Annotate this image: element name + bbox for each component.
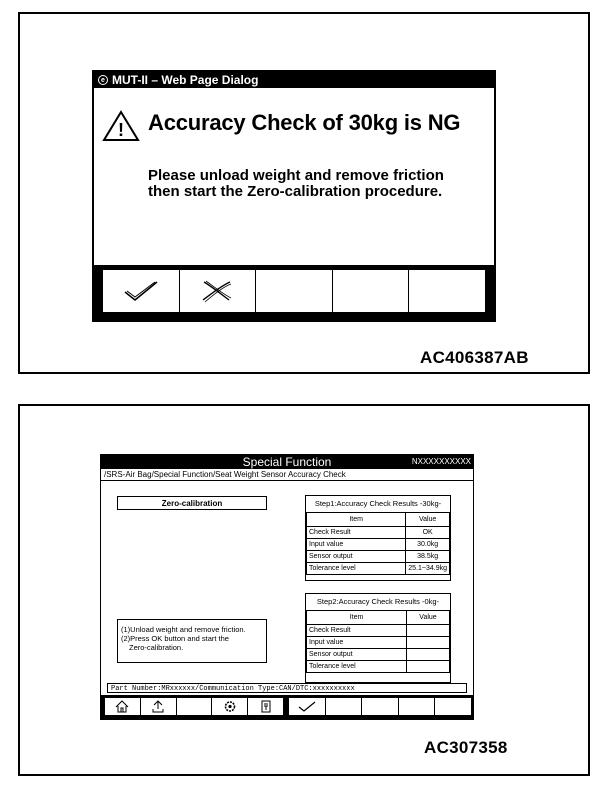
step1-header-value: Value: [406, 513, 450, 527]
step2-header-item: Item: [307, 611, 407, 625]
web-page-dialog: [92, 70, 496, 322]
settings-button[interactable]: [212, 698, 248, 715]
zero-calibration-label: Zero-calibration: [117, 496, 267, 510]
table-row: [307, 563, 450, 575]
step2-item: Sensor output: [307, 649, 407, 661]
special-function-screen: [100, 454, 474, 720]
dialog-button-bar: [94, 265, 494, 320]
step2-value: [407, 661, 450, 673]
cancel-button[interactable]: [180, 270, 257, 312]
step1-item: Tolerance level: [307, 563, 406, 575]
step1-item: Input value: [307, 539, 406, 551]
ie-logo-icon: e: [98, 75, 108, 85]
instruction-line: (1)Unload weight and remove friction.: [121, 625, 246, 634]
instruction-line: (2)Press OK button and start the: [121, 634, 229, 643]
step1-item: Sensor output: [307, 551, 406, 563]
table-row: [307, 637, 450, 649]
empty-key-right-4[interactable]: [399, 698, 436, 715]
table-row: [307, 551, 450, 563]
step2-header-value: Value: [407, 611, 450, 625]
empty-key-right-3[interactable]: [362, 698, 399, 715]
step1-value: 30.0kg: [406, 539, 450, 551]
step1-value: OK: [406, 527, 450, 539]
table-row: [307, 649, 450, 661]
step2-item: Input value: [307, 637, 407, 649]
left-key-group: [105, 698, 283, 715]
ok-key[interactable]: [289, 698, 326, 715]
step1-header-item: Item: [307, 513, 406, 527]
dialog-heading: Accuracy Check of 30kg is NG: [148, 110, 461, 135]
step2-item: Tolerance level: [307, 661, 407, 673]
cross-icon: [199, 278, 235, 304]
step2-value: [407, 649, 450, 661]
step1-value: 25.1~34.9kg: [406, 563, 450, 575]
step1-results-box: [305, 495, 451, 581]
dialog-title: MUT-II – Web Page Dialog: [112, 73, 259, 87]
empty-key-right-2[interactable]: [326, 698, 363, 715]
step1-item: Check Result: [307, 527, 406, 539]
right-key-group: [289, 698, 471, 715]
screen-title: Special Function: [242, 455, 332, 469]
breadcrumb: /SRS-Air Bag/Special Function/Seat Weight Sensor Accuracy Check: [101, 469, 473, 481]
figure-panel-2: [18, 404, 590, 776]
back-button[interactable]: [141, 698, 177, 715]
dialog-message: [148, 168, 444, 200]
empty-key-right-5[interactable]: [435, 698, 471, 715]
svg-text:!: !: [118, 120, 124, 140]
step2-table: [306, 610, 450, 673]
instruction-line: Zero-calibration.: [129, 643, 184, 652]
warning-icon: [102, 110, 140, 142]
print-icon: [260, 700, 272, 713]
step1-title: Step1:Accuracy Check Results -30kg-: [314, 499, 442, 508]
check-icon: [298, 701, 316, 712]
dialog-titlebar: [94, 72, 494, 88]
print-button[interactable]: [248, 698, 283, 715]
table-row: [307, 527, 450, 539]
figure-panel-1: [18, 12, 590, 374]
empty-button-3[interactable]: [256, 270, 333, 312]
settings-icon: [223, 700, 237, 713]
figure-label-1: AC406387AB: [420, 348, 529, 367]
step1-value: 38.5kg: [406, 551, 450, 563]
screen-code: NXXXXXXXXXX: [411, 457, 471, 466]
check-icon: [121, 279, 161, 303]
step1-table: [306, 512, 450, 575]
instructions-box: [117, 619, 267, 663]
figure-label-2: AC307358: [424, 738, 508, 757]
step2-item: Check Result: [307, 625, 407, 637]
back-icon: [151, 700, 165, 713]
step2-title: Step2:Accuracy Check Results -0kg-: [316, 597, 440, 606]
home-button[interactable]: [105, 698, 141, 715]
function-key-bar: [101, 695, 473, 719]
empty-key-left-3[interactable]: [177, 698, 213, 715]
empty-button-5[interactable]: [409, 270, 485, 312]
part-number-status: Part Number:MRxxxxxx/Communication Type:CAN/DTC:xxxxxxxxxx: [107, 683, 467, 693]
table-row: [307, 539, 450, 551]
step2-results-box: [305, 593, 451, 683]
empty-button-4[interactable]: [333, 270, 410, 312]
home-icon: [115, 700, 129, 713]
table-row: [307, 661, 450, 673]
ok-button[interactable]: [103, 270, 180, 312]
table-row: [307, 625, 450, 637]
dialog-message-line-1: Please unload weight and remove friction: [148, 167, 444, 184]
screen-titlebar: [101, 455, 473, 469]
step2-value: [407, 637, 450, 649]
step2-value: [407, 625, 450, 637]
dialog-message-line-2: then start the Zero-calibration procedure.: [148, 183, 443, 200]
